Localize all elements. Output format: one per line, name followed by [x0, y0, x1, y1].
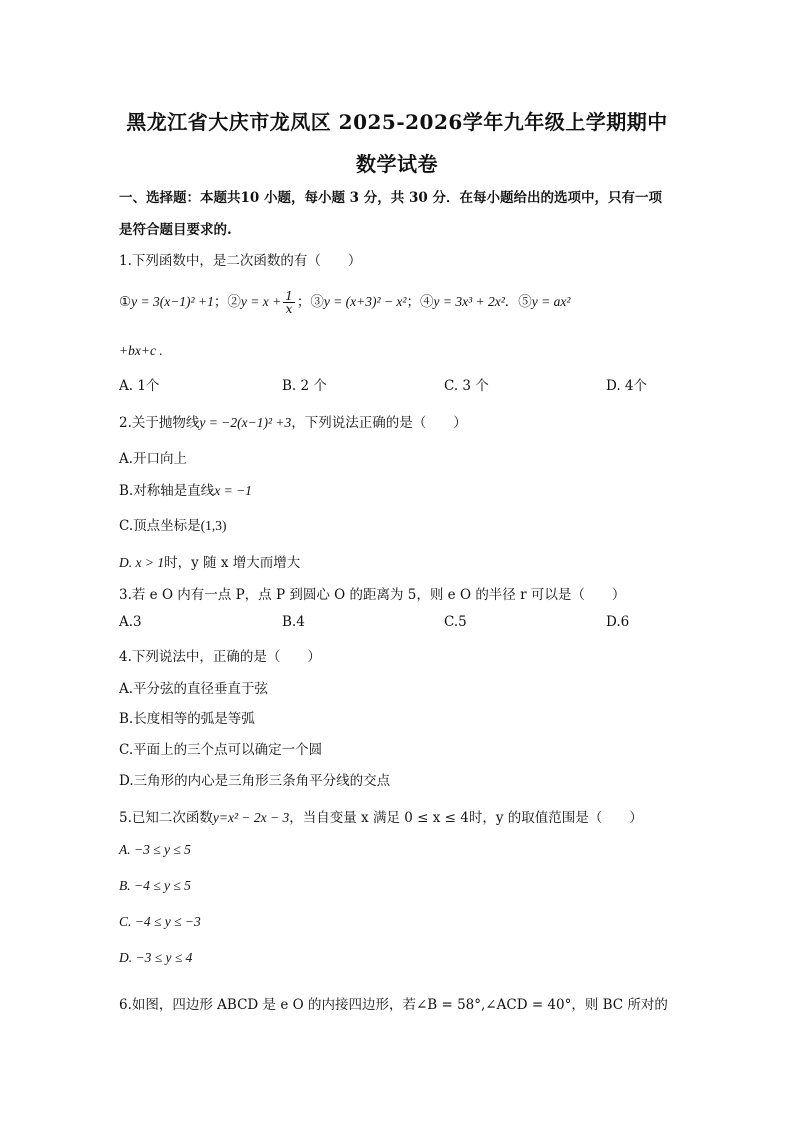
q5-option-b[interactable]: B. −4 ≤ y ≤ 5: [119, 878, 191, 893]
q1-stem: 1.下列函数中，是二次函数的有（ ）: [119, 253, 362, 269]
q5-stem-a: 5.已知二次函数: [119, 810, 213, 826]
q2-b-math: x = −1: [214, 483, 252, 498]
q3-option-c[interactable]: C.5: [444, 614, 467, 630]
q1-f1-prefix: ①: [119, 294, 132, 310]
q4-stem: 4.下列说法中，正确的是（ ）: [119, 649, 321, 665]
q1-functions: [119, 290, 689, 315]
q3-stem: 3.若 e O 内有一点 P，点 P 到圆心 O 的距离为 5，则 e O 的半径 r 可以是（ ）: [119, 587, 626, 603]
q2-stem-b: ，下列说法正确的是（ ）: [291, 415, 467, 431]
q1-f5a: y = ax²: [531, 294, 571, 309]
q3-option-a[interactable]: A.3: [119, 614, 142, 630]
q1-option-b[interactable]: B. 2 个: [282, 378, 327, 394]
q1-f3: y = (x+3)² − x²: [323, 294, 407, 309]
q2-c-math: (1,3): [200, 518, 227, 533]
q1-option-a[interactable]: A. 1个: [119, 378, 160, 394]
exam-subtitle: 数学试卷: [356, 152, 438, 176]
section-heading-line2: 是符合题目要求的.: [119, 222, 232, 238]
q4-option-b[interactable]: B.长度相等的弧是等弧: [119, 711, 255, 727]
q2-option-a[interactable]: A.开口向上: [119, 451, 188, 467]
q5-option-c[interactable]: C. −4 ≤ y ≤ −3: [119, 914, 201, 929]
q5-option-d[interactable]: D. −3 ≤ y ≤ 4: [119, 950, 193, 965]
q1-f4: y = 3x³ + 2x²: [433, 294, 505, 309]
q4-option-c[interactable]: C.平面上的三个点可以确定一个圆: [119, 742, 323, 758]
q2-option-b[interactable]: [119, 479, 689, 499]
q2-stem-math: y = −2(x−1)² +3: [199, 415, 292, 430]
q3-option-d[interactable]: D.6: [606, 614, 630, 630]
q6-stem: 6.如图，四边形 ABCD 是 e O 的内接四边形，若∠B = 58°,∠ACD = 40°，则 BC 所对的: [119, 997, 668, 1013]
section-heading-line1: 一、选择题：本题共10 小题，每小题 3 分，共 30 分．在每小题给出的选项中，只有一项: [119, 190, 662, 206]
q1-fraction: [283, 290, 295, 315]
q2-c-text: C.顶点坐标是: [119, 518, 201, 534]
q1-option-c[interactable]: C. 3 个: [444, 378, 489, 394]
q1-f5b: +bx+c .: [119, 343, 163, 358]
q4-option-d[interactable]: D.三角形的内心是三角形三条角平分线的交点: [119, 773, 391, 789]
q1-frac-den: x: [285, 302, 293, 316]
q1-sep4: ．⑤: [504, 294, 532, 310]
q2-option-c[interactable]: [119, 514, 689, 534]
q5-stem-b: ，当自变量 x 满足 0 ≤ x ≤ 4时，y 的取值范围是（ ）: [289, 810, 643, 826]
q5-option-a[interactable]: A. −3 ≤ y ≤ 5: [119, 842, 191, 857]
q2-stem: [119, 411, 689, 431]
q1-frac-num: 1: [285, 289, 293, 303]
q1-sep1: ；②: [213, 294, 241, 310]
q2-stem-a: 2.关于抛物线: [119, 415, 200, 431]
q2-b-text: B.对称轴是直线: [119, 483, 215, 499]
q1-sep2: ；③: [296, 294, 324, 310]
q2-option-d[interactable]: [119, 551, 689, 571]
q2-d-text: 时，y 随 x 增大而增大: [164, 555, 301, 571]
q1-option-d[interactable]: D. 4个: [606, 378, 648, 394]
q3-option-b[interactable]: B.4: [282, 614, 305, 630]
q5-stem: [119, 806, 689, 826]
exam-title: 黑龙江省大庆市龙凤区 2025-2026学年九年级上学期期中: [126, 110, 668, 134]
q4-option-a[interactable]: A.平分弦的直径垂直于弦: [119, 681, 269, 697]
q1-f1: y = 3(x−1)² +1: [131, 294, 214, 309]
q1-sep3: ；④: [406, 294, 434, 310]
q5-stem-math: y=x² − 2x − 3: [212, 810, 290, 825]
q2-d-math: D. x > 1: [119, 555, 165, 570]
q1-f2: y = x +: [240, 294, 282, 309]
